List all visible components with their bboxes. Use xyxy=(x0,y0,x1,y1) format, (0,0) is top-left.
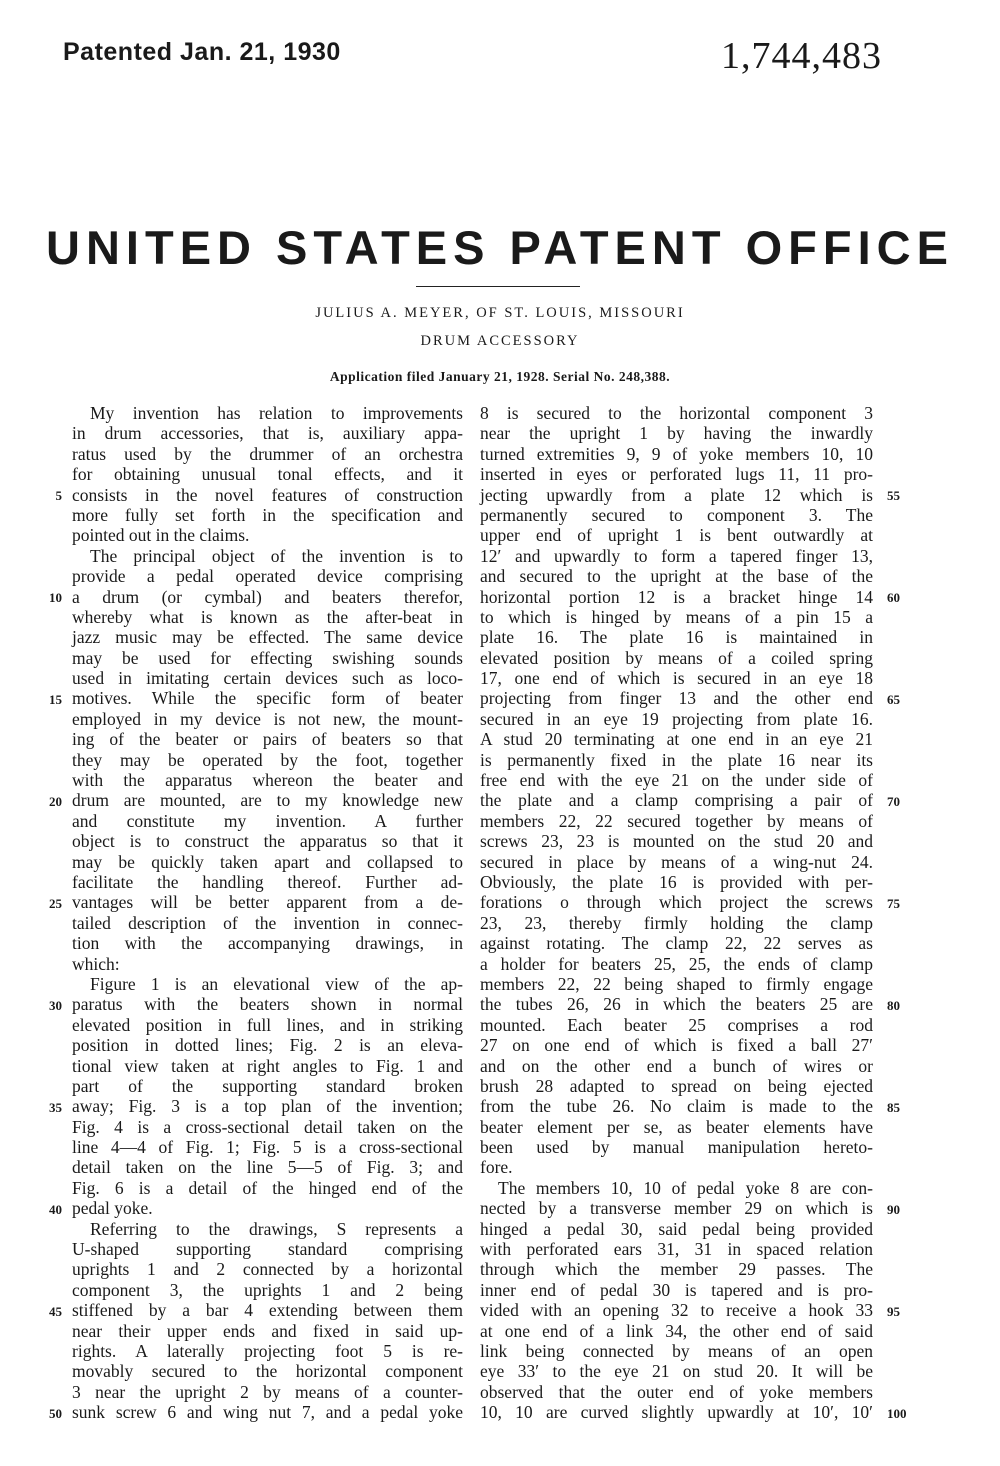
text-line: nected by a transverse member 29 on which is xyxy=(480,1198,873,1219)
text-line: eye 33′ to the eye 21 on stud 20. It will be xyxy=(480,1361,873,1382)
text-line: jazz music may be effected. The same device xyxy=(72,627,463,648)
text-line: inner end of pedal 30 is tapered and is pro- xyxy=(480,1279,873,1300)
text-line: forations o through which project the screws xyxy=(480,892,873,913)
text-line: employed in my device is not new, the mount- xyxy=(72,708,463,729)
text-line: 23, 23, thereby firmly holding the clamp xyxy=(480,912,873,933)
office-title: UNITED STATES PATENT OFFICE xyxy=(46,221,954,274)
line-number: 45 xyxy=(49,1303,62,1319)
text-line: permanently secured to component 3. The xyxy=(480,504,873,525)
line-number: 100 xyxy=(887,1405,907,1421)
text-line: tailed description of the invention in connec- xyxy=(72,912,463,933)
text-line: pointed out in the claims. xyxy=(72,525,250,546)
text-line: been used by manual manipulation hereto- xyxy=(480,1137,873,1158)
text-line: more fully set forth in the specification and xyxy=(72,504,463,525)
text-line: vantages will be better apparent from a de- xyxy=(72,892,463,913)
subject-title: DRUM ACCESSORY xyxy=(420,333,580,349)
text-line: upper end of upright 1 is bent outwardly at xyxy=(480,525,873,546)
text-line: for obtaining unusual tonal effects, and it xyxy=(72,464,463,485)
text-line: rights. A laterally projecting foot 5 is re- xyxy=(72,1340,463,1361)
patent-number: 1,744,483 xyxy=(721,35,882,77)
text-line: 12′ and upwardly to form a tapered finger 13, xyxy=(480,545,873,566)
text-line: projecting from finger 13 and the other end xyxy=(480,688,873,709)
text-line: link being connected by means of an open xyxy=(480,1340,873,1361)
text-line: a drum (or cymbal) and beaters therefor, xyxy=(72,586,463,607)
text-line: observed that the outer end of yoke members xyxy=(480,1381,873,1402)
line-number: 65 xyxy=(887,691,900,707)
text-line: to which is hinged by means of a pin 15 a xyxy=(480,606,873,627)
text-line: component 3, the uprights 1 and 2 being xyxy=(72,1279,463,1300)
text-line: with the apparatus whereon the beater and xyxy=(72,770,463,791)
text-line: which: xyxy=(72,953,120,974)
text-line: may be quickly taken apart and collapsed to xyxy=(72,851,463,872)
text-line: beater element per se, as beater elements have xyxy=(480,1116,873,1137)
text-line: movably secured to the horizontal component xyxy=(72,1361,463,1382)
text-line: away; Fig. 3 is a top plan of the invention; xyxy=(72,1096,463,1117)
text-line: horizontal portion 12 is a bracket hinge 14 xyxy=(480,586,873,607)
text-line: ratus used by the drummer of an orchestra xyxy=(72,443,463,464)
line-number: 70 xyxy=(887,793,900,809)
text-line: Fig. 6 is a detail of the hinged end of the xyxy=(72,1177,463,1198)
text-line: motives. While the specific form of beater xyxy=(72,688,463,709)
text-line: the tubes 26, 26 in which the beaters 25 are xyxy=(480,994,873,1015)
line-number: 25 xyxy=(49,895,62,911)
text-line: drum are mounted, are to my knowledge new xyxy=(72,790,463,811)
line-number: 50 xyxy=(49,1405,62,1421)
text-line: detail taken on the line 5—5 of Fig. 3; and xyxy=(72,1157,463,1178)
text-line: near their upper ends and fixed in said up- xyxy=(72,1320,463,1341)
text-line: A stud 20 terminating at one end in an eye 21 xyxy=(480,729,873,750)
text-line: Figure 1 is an elevational view of the ap- xyxy=(90,973,463,994)
text-line: elevated position by means of a coiled spring xyxy=(480,647,873,668)
line-number: 15 xyxy=(49,691,62,707)
text-line: whereby what is known as the after-beat in xyxy=(72,606,463,627)
text-line: secured in an eye 19 projecting from plate 16. xyxy=(480,708,873,729)
text-line: mounted. Each beater 25 comprises a rod xyxy=(480,1014,873,1035)
text-line: ing of the beater or pairs of beaters so that xyxy=(72,729,463,750)
line-number: 55 xyxy=(887,487,900,503)
text-line: paratus with the beaters shown in normal xyxy=(72,994,463,1015)
line-number: 85 xyxy=(887,1099,900,1115)
text-line: Fig. 4 is a cross-sectional detail taken on the xyxy=(72,1116,463,1137)
text-line: with perforated ears 31, 31 in spaced relation xyxy=(480,1239,873,1260)
line-number: 5 xyxy=(55,487,62,503)
text-line: near the upright 1 by having the inwardly xyxy=(480,423,873,444)
text-line: part of the supporting standard broken xyxy=(72,1075,463,1096)
right-text-column xyxy=(480,403,873,1423)
text-line: 17, one end of which is secured in an eye 18 xyxy=(480,668,873,689)
text-line: consists in the novel features of construction xyxy=(72,484,463,505)
text-line: 10, 10 are curved slightly upwardly at 10′, 10′ xyxy=(480,1402,873,1423)
line-number: 75 xyxy=(887,895,900,911)
line-number: 90 xyxy=(887,1201,900,1217)
text-line: 3 near the upright 2 by means of a counter- xyxy=(72,1381,463,1402)
text-line: free end with the eye 21 on the under side of xyxy=(480,770,873,791)
text-line: at one end of a link 34, the other end of said xyxy=(480,1320,873,1341)
line-number: 60 xyxy=(887,589,900,605)
text-line: tional view taken at right angles to Fig. 1 and xyxy=(72,1055,463,1076)
text-line: stiffened by a bar 4 extending between them xyxy=(72,1300,463,1321)
text-line: sunk screw 6 and wing nut 7, and a pedal yoke xyxy=(72,1402,463,1423)
text-line: secured in place by means of a wing-nut 24. xyxy=(480,851,873,872)
line-number: 30 xyxy=(49,997,62,1013)
text-line: the plate and a clamp comprising a pair of xyxy=(480,790,873,811)
text-line: Obviously, the plate 16 is provided with per- xyxy=(480,871,873,892)
text-line: jecting upwardly from a plate 12 which is xyxy=(480,484,873,505)
text-line: is permanently fixed in the plate 16 near its xyxy=(480,749,873,770)
text-line: from the tube 26. No claim is made to the xyxy=(480,1096,873,1117)
text-line: inserted in eyes or perforated lugs 11, 11 pro- xyxy=(480,464,873,485)
text-line: members 22, 22 secured together by means of xyxy=(480,810,873,831)
text-line: 27 on one end of which is fixed a ball 27′ xyxy=(480,1035,873,1056)
text-line: in drum accessories, that is, auxiliary appa- xyxy=(72,423,463,444)
left-text-column xyxy=(72,403,463,1423)
text-line: U-shaped supporting standard comprising xyxy=(72,1239,463,1260)
text-line: object is to construct the apparatus so that it xyxy=(72,831,463,852)
text-line: turned extremities 9, 9 of yoke members 10, 10 xyxy=(480,443,873,464)
text-line: may be used for effecting swishing sounds xyxy=(72,647,463,668)
text-line: facilitate the handling thereof. Further ad- xyxy=(72,871,463,892)
text-line: plate 16. The plate 16 is maintained in xyxy=(480,627,873,648)
patent-date: Patented Jan. 21, 1930 xyxy=(63,38,341,66)
text-line: members 22, 22 being shaped to firmly engage xyxy=(480,973,873,994)
text-line: vided with an opening 32 to receive a hook 33 xyxy=(480,1300,873,1321)
text-line: screws 23, 23 is mounted on the stud 20 and xyxy=(480,831,873,852)
text-line: uprights 1 and 2 connected by a horizontal xyxy=(72,1259,463,1280)
text-line: and on the other end a bunch of wires or xyxy=(480,1055,873,1076)
text-line: they may be operated by the foot, together xyxy=(72,749,463,770)
application-line: Application filed January 21, 1928. Serial No. 248,388. xyxy=(329,369,671,384)
text-line: provide a pedal operated device comprising xyxy=(72,566,463,587)
line-number: 10 xyxy=(49,589,62,605)
text-line: used in imitating certain devices such as loco- xyxy=(72,668,463,689)
text-line: elevated position in full lines, and in striking xyxy=(72,1014,463,1035)
line-number: 40 xyxy=(49,1201,62,1217)
text-line: The principal object of the invention is to xyxy=(90,545,463,566)
line-number: 20 xyxy=(49,793,62,809)
text-line: 8 is secured to the horizontal component 3 xyxy=(480,403,873,423)
line-number: 35 xyxy=(49,1099,62,1115)
text-line: fore. xyxy=(480,1157,513,1178)
line-number: 80 xyxy=(887,997,900,1013)
text-line: and constitute my invention. A further xyxy=(72,810,463,831)
text-line: against rotating. The clamp 22, 22 serves as xyxy=(480,933,873,954)
title-divider xyxy=(416,286,580,287)
text-line: My invention has relation to improvements xyxy=(90,403,463,423)
line-number: 95 xyxy=(887,1303,900,1319)
text-line: The members 10, 10 of pedal yoke 8 are con- xyxy=(498,1177,873,1198)
text-line: position in dotted lines; Fig. 2 is an eleva- xyxy=(72,1035,463,1056)
inventor-line: JULIUS A. MEYER, OF ST. LOUIS, MISSOURI xyxy=(315,305,685,321)
text-line: line 4—4 of Fig. 1; Fig. 5 is a cross-sectional xyxy=(72,1137,463,1158)
text-line: Referring to the drawings, S represents a xyxy=(90,1218,463,1239)
text-line: brush 28 adapted to spread on being ejected xyxy=(480,1075,873,1096)
text-line: pedal yoke. xyxy=(72,1198,153,1219)
text-line: hinged a pedal 30, said pedal being provided xyxy=(480,1218,873,1239)
text-line: and secured to the upright at the base of the xyxy=(480,566,873,587)
text-line: a holder for beaters 25, 25, the ends of clamp xyxy=(480,953,873,974)
text-line: through which the member 29 passes. The xyxy=(480,1259,873,1280)
text-line: tion with the accompanying drawings, in xyxy=(72,933,463,954)
